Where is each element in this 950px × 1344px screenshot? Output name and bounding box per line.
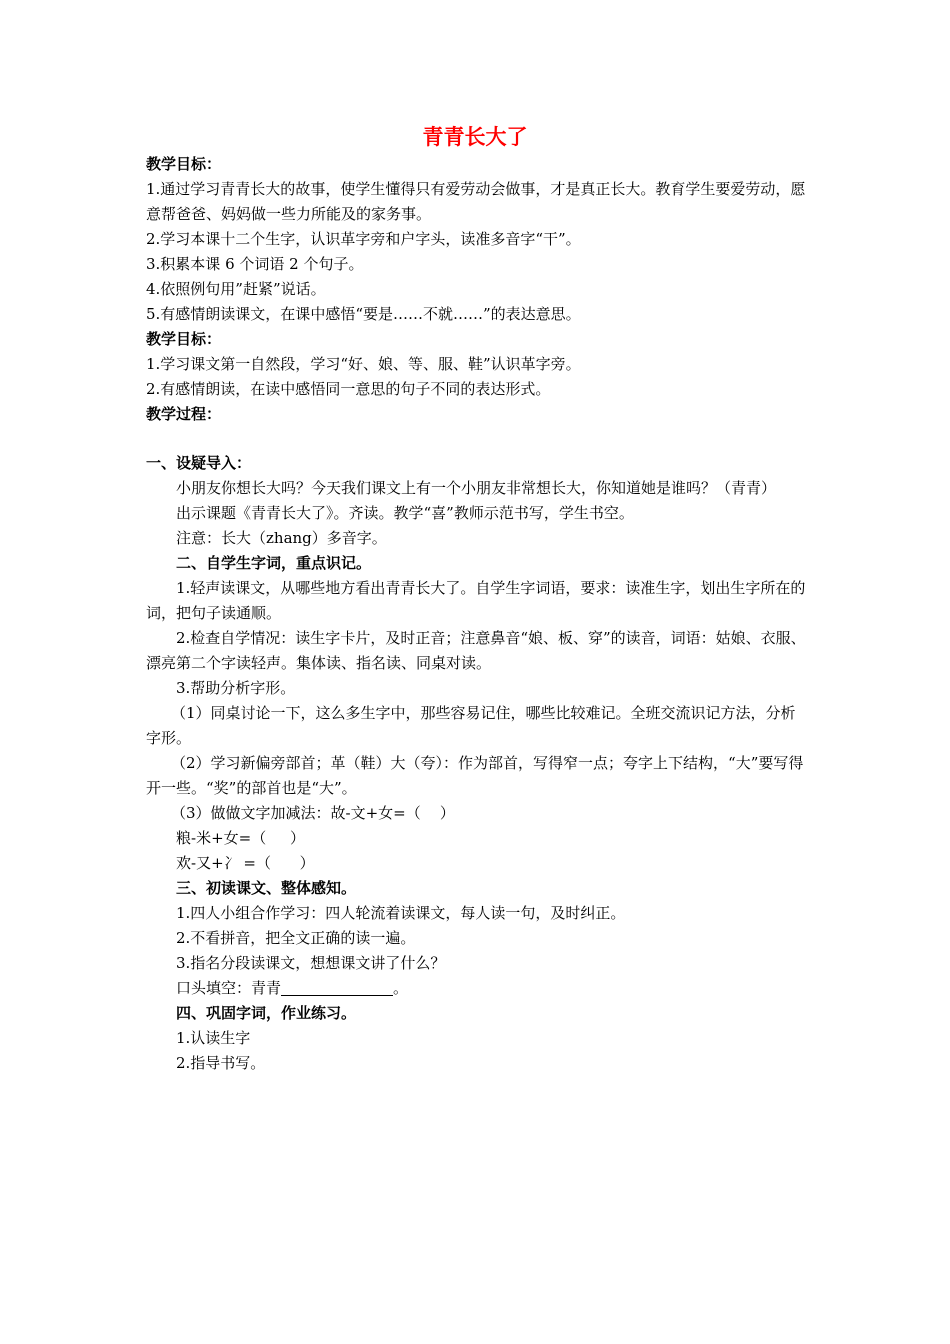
goal-item: 3.积累本课 6 个词语 2 个句子。 [146,255,364,273]
paragraph: 小朋友你想长大吗？今天我们课文上有一个小朋友非常想长大，你知道她是谁吗？（青青） [176,479,777,497]
paragraph: 2.指导书写。 [176,1054,266,1072]
part3-heading: 三、初读课文、整体感知。 [176,879,357,897]
spacer [146,427,810,451]
goal-item: 1.学习课文第一自然段，学习“好、娘、等、服、鞋”认识革字旁。 [146,355,581,373]
process-heading: 教学过程： [146,405,222,423]
goal-item: 4.依照例句用”赶紧”说话。 [146,280,326,298]
paragraph: 出示课题《青青长大了》。齐读。教学“喜”教师示范书写，学生书空。 [176,504,634,522]
fill-blank [281,978,393,996]
paragraph: 2.不看拼音，把全文正确的读一遍。 [176,929,416,947]
paragraph: 2.检查自学情况：读生字卡片，及时正音；注意鼻音“娘、板、穿”的读音，词语：姑娘、衣服、漂亮第二个字读轻声。集体读、指名读、同桌对读。 [146,629,806,672]
paragraph: 1.四人小组合作学习：四人轮流着读课文，每人读一句，及时纠正。 [176,904,626,922]
paragraph: 1.认读生字 [176,1029,251,1047]
lesson-content [146,152,810,1076]
page-title: 青青长大了 [422,125,528,149]
goal-item: 5.有感情朗读课文，在课中感悟“要是……不就……”的表达意思。 [146,305,581,323]
goal-item: 2.学习本课十二个生字，认识革字旁和户字头，读准多音字“干”。 [146,230,581,248]
paragraph: 1.轻声读课文，从哪些地方看出青青长大了。自学生字词语，要求：读准生字，划出生字所在的词，把句子读通顺。 [146,579,806,622]
paragraph: 3.指名分段读课文，想想课文讲了什么？ [176,954,446,972]
goal-item: 2.有感情朗读，在读中感悟同一意思的句子不同的表达形式。 [146,380,551,398]
fill-in-line [146,976,810,1001]
equation-line: 欢-又+冫 =（ ） [176,854,315,872]
fill-suffix: 。 [393,979,409,997]
goals-heading: 教学目标： [146,155,222,173]
fill-prefix: 口头填空：青青 [176,979,282,997]
paragraph: 注意：长大（zhang）多音字。 [176,529,387,547]
equation-line: 粮-米+女=（ ） [176,829,306,847]
paragraph: （1）同桌讨论一下，这么多生字中，那些容易记住，哪些比较难记。全班交流识记方法，分析字形。 [146,704,796,747]
paragraph: （2）学习新偏旁部首；革（鞋）大（夸）：作为部首，写得窄一点；夸字上下结构，“大”要写得开一些。“奖”的部首也是“大”。 [146,754,804,797]
part2-heading: 二、自学生字词，重点识记。 [176,554,372,572]
goal-item: 1.通过学习青青长大的故事，使学生懂得只有爱劳动会做事，才是真正长大。教育学生要爱劳动，愿意帮爸爸、妈妈做一些力所能及的家务事。 [146,180,806,223]
part1-heading: 一、设疑导入： [146,454,252,472]
part4-heading: 四、巩固字词，作业练习。 [176,1004,357,1022]
paragraph: （3）做做文字加减法：故-文+女=（ ） [171,804,455,822]
goals-heading-2: 教学目标： [146,330,222,348]
paragraph: 3.帮助分析字形。 [176,679,296,697]
